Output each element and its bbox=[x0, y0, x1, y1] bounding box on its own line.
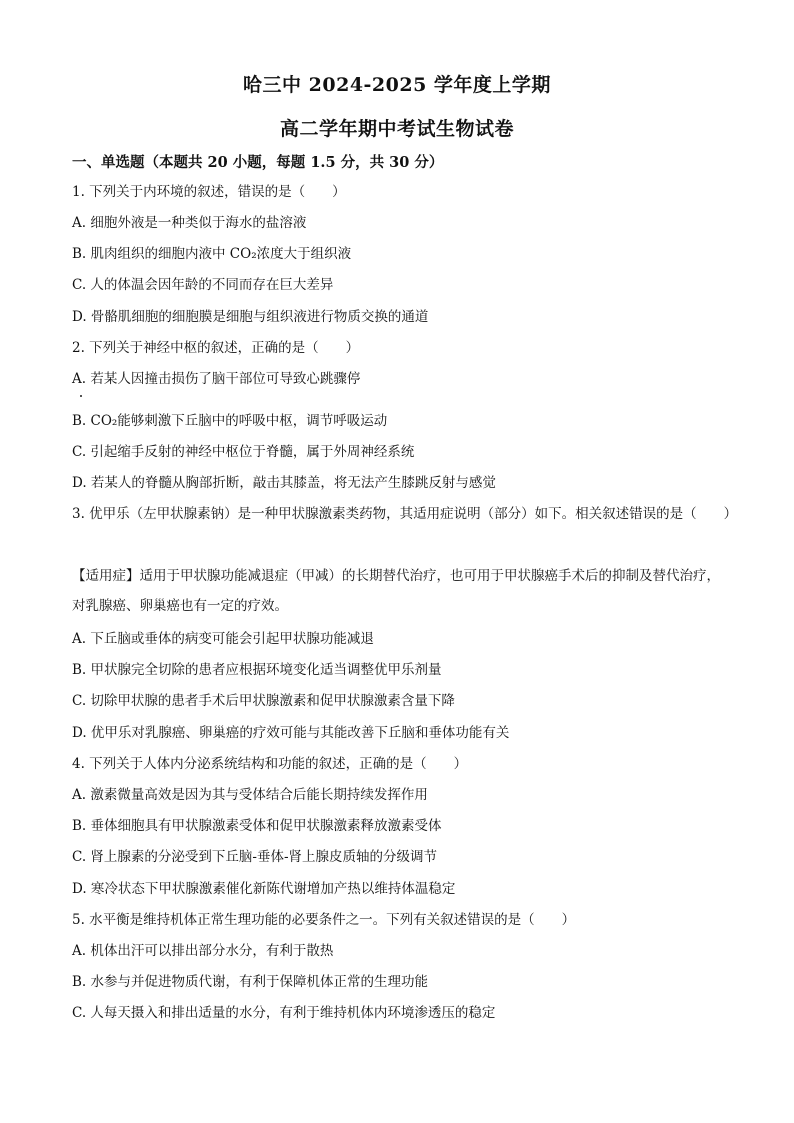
exam-title-subject: 高二学年期中考试生物试卷 bbox=[279, 118, 514, 140]
question-5-option-b: B. 水参与并促进物质代谢，有利于保障机体正常的生理功能 bbox=[72, 974, 429, 990]
question-1-option-b: B. 肌肉组织的细胞内液中 CO₂浓度大于组织液 bbox=[72, 246, 352, 262]
question-5-option-c: C. 人每天摄入和排出适量的水分，有利于维持机体内环境渗透压的稳定 bbox=[72, 1005, 496, 1021]
question-3-stem: 3. 优甲乐（左甲状腺素钠）是一种甲状腺激素类药物，其适用症说明（部分）如下。相关叙述错误的是（ ） bbox=[72, 506, 738, 522]
question-4-option-d: D. 寒冷状态下甲状腺激素催化新陈代谢增加产热以维持体温稳定 bbox=[72, 881, 456, 897]
question-3-indication-note: 【适用症】适用于甲状腺功能减退症（甲减）的长期替代治疗，也可用于甲状腺癌手术后的抑制及替代治疗，对乳腺癌、卵巢癌也有一定的疗效。 bbox=[72, 568, 720, 614]
question-2-option-a: A. 若某人因撞击损伤了脑干部位可导致心跳骤停 bbox=[72, 371, 361, 387]
question-2-option-d: D. 若某人的脊髓从胸部折断，敲击其膝盖，将无法产生膝跳反射与感觉 bbox=[72, 475, 496, 491]
question-5-option-a: A. 机体出汗可以排出部分水分，有利于散热 bbox=[72, 943, 334, 959]
section-heading-single-choice: 一、单选题（本题共 20 小题，每题 1.5 分，共 30 分） bbox=[72, 154, 444, 171]
question-2-option-b: B. CO₂能够刺激下丘脑中的呼吸中枢，调节呼吸运动 bbox=[72, 413, 388, 429]
question-4-option-a: A. 激素微量高效是因为其与受体结合后能长期持续发挥作用 bbox=[72, 787, 428, 803]
question-4-option-c: C. 肾上腺素的分泌受到下丘脑-垂体-肾上腺皮质轴的分级调节 bbox=[72, 849, 438, 865]
question-4-option-b: B. 垂体细胞具有甲状腺激素受体和促甲状腺激素释放激素受体 bbox=[72, 818, 442, 834]
question-3-option-c: C. 切除甲状腺的患者手术后甲状腺激素和促甲状腺激素含量下降 bbox=[72, 693, 455, 709]
question-1-option-a: A. 细胞外液是一种类似于海水的盐溶液 bbox=[72, 215, 307, 231]
question-3-option-d: D. 优甲乐对乳腺癌、卵巢癌的疗效可能与其能改善下丘脑和垂体功能有关 bbox=[72, 725, 510, 741]
question-2-option-c: C. 引起缩手反射的神经中枢位于脊髓，属于外周神经系统 bbox=[72, 444, 415, 460]
question-5-stem: 5. 水平衡是维持机体正常生理功能的必要条件之一。下列有关叙述错误的是（ ） bbox=[72, 912, 576, 928]
question-3-option-b: B. 甲状腺完全切除的患者应根据环境变化适当调整优甲乐剂量 bbox=[72, 662, 442, 678]
question-4-stem: 4. 下列关于人体内分泌系统结构和功能的叙述，正确的是（ ） bbox=[72, 756, 468, 772]
scan-speck bbox=[80, 395, 82, 397]
question-1-option-d: D. 骨骼肌细胞的细胞膜是细胞与组织液进行物质交换的通道 bbox=[72, 309, 429, 325]
question-1-stem: 1. 下列关于内环境的叙述，错误的是（ ） bbox=[72, 184, 346, 200]
question-3-option-a: A. 下丘脑或垂体的病变可能会引起甲状腺功能减退 bbox=[72, 631, 374, 647]
question-2-stem: 2. 下列关于神经中枢的叙述，正确的是（ ） bbox=[72, 340, 360, 356]
exam-title-school-term: 哈三中 2024-2025 学年度上学期 bbox=[243, 74, 551, 96]
question-1-option-c: C. 人的体温会因年龄的不同而存在巨大差异 bbox=[72, 277, 334, 293]
